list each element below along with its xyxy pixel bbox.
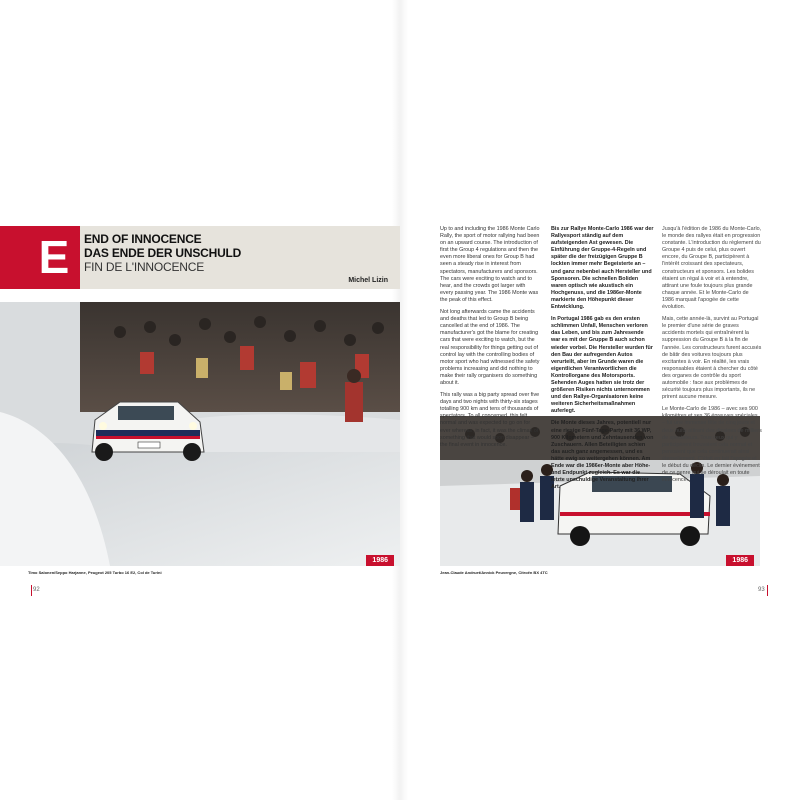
paragraph-fr-2: Mais, cette année-là, survint au Portugal le premier d'une série de graves accidents mortels qui entraînèrent la suppression du Groupe B à la fin de l'année. Les constructeurs furent accusés de bâtir des voitures toujours plus excitantes à voir. En réalité, les vrais responsables étaient à chercher du côté des organes de contrôle du sport automobile : face aux problèmes de sécurité toujours plus importants, ils ne prirent aucune mesure. — [662, 316, 762, 401]
chapter-accent-bar — [0, 226, 28, 289]
photo-caption-right: Jean-Claude Andruet/Annick Peuvergne, Citroën BX 4TC — [440, 570, 548, 575]
paragraph-de-1: Bis zur Rallye Monte-Carlo 1986 war der Rallyesport ständig auf dem aufsteigenden Ast gewesen. Die Einführung der Gruppe-4-Regeln und später die der freizügigen Gruppe B lockten immer mehr Begeisterte an – und ganz nebenbei auch Hersteller und Sponsoren. Die schnellen Boliden waren optisch wie akustisch ein Hochgenuss, und die 1986er-Monte markierte den Höhepunkt dieser Entwicklung. — [551, 226, 654, 311]
text-column-english — [440, 226, 540, 454]
paragraph-en-1: Up to and including the 1986 Monte Carlo Rally, the sport of motor rallying had been on an upward course. The introduction of first the Group 4 regulations and then the even more liberal ones for Group B had seen a steady rise in interest from spectators, manufacturers and sponsors. The cars were exciting to watch and to hear, and the crowds got larger with every passing year. The 1986 Monte was the peak of this effect. — [440, 226, 540, 303]
chapter-title-en: END OF INNOCENCE — [84, 232, 202, 246]
year-badge-left: 1986 — [366, 555, 394, 566]
text-column-german — [551, 226, 654, 496]
chapter-titles — [84, 232, 241, 274]
year-badge-right: 1986 — [726, 555, 754, 566]
page-number-left: 92 — [33, 587, 40, 593]
paragraph-en-2: Not long afterwards came the accidents and deaths that led to Group B being cancelled at the end of 1986. The manufacturer's got the blame for creating cars that were exciting to watch, but the real responsibility for things getting out of control lay with the controlling bodies of motor sport who had witnessed the safety problems increasing and did nothing to make their rally organisers do something about it. — [440, 309, 540, 386]
chapter-title-fr: FIN DE L'INNOCENCE — [84, 260, 205, 274]
text-column-french — [662, 226, 762, 489]
rally-photo-snow — [0, 302, 400, 566]
rally-photo-snow-image — [0, 302, 400, 566]
paragraph-de-2: In Portugal 1986 gab es den ersten schlimmen Unfall, Menschen verloren das Leben, und bis zum Jahresende war es mit der Gruppe B auch schon wieder vorbei. Die Hersteller wurden für den Bau der aufregenden Autos verurteilt, aber im Grunde waren die eigentlichen Verantwortlichen die Kontrollorgane des Motorsports. Sehenden Auges hatten sie trotz der größeren Risiken nichts unternommen und den Rallye-Organisatoren keine weiteren Sicherheitsmaßnahmen auferlegt. — [551, 316, 653, 415]
chapter-title-band — [28, 226, 400, 289]
chapter-title-de: DAS ENDE DER UNSCHULD — [84, 246, 242, 260]
page-number-marker-left — [31, 585, 32, 596]
paragraph-en-3: This rally was a big party spread over five days and two nights with thirty-six stages totalling 900 km and tens of thousands of spectators. To all concerned, this felt normal and was expected to go on for ever whereas, in fact, it was the climax of something that would soon disappear – the final event in innocence. — [440, 392, 540, 448]
paragraph-fr-1: Jusqu'à l'édition de 1986 du Monte-Carlo, le monde des rallyes était en progression constante. L'introduction du règlement du Groupe 4 puis de celui, plus ouvert encore, du Groupe B, participèrent à l'intérêt croissant des spectateurs, constructeurs et sponsors. Les bolides étaient un régal à voir et à entendre, attirant une foule toujours plus grande chaque année. Et le Monte-Carlo de 1986 marquait l'apogée de cette évolution. — [662, 226, 762, 311]
author-name: Michel Lizin — [348, 277, 388, 284]
page-number-marker-right — [767, 585, 768, 596]
chapter-letter: E — [28, 226, 80, 289]
paragraph-de-3: Die Monte dieses Jahres, potentiell nur eine riesige Fünf-Tage-Party mit 36 WP, 900 Kilometern und Zehntausenden von Zuschauern. Allen Beteiligten schien das auch ganz angemessen, und es hätte ewig so weitergehen können. Am Ende war die 1986er-Monte aber Höhe- und Endpunkt zugleich. Es war die letzte unschuldige Veranstaltung ihrer Art. — [551, 420, 654, 491]
paragraph-fr-3: Le Monte-Carlo de 1986 – avec ses 900 kilomètres et ses 36 épreuves spéciales – fut une immense fête de cinq jours et deux nuits attirant des dizaines de milliers de spectateurs. Tous ceux qui y participèrent trouvaient cela normal et pensaient que cela continuerait ainsi éternellement. C'était en fait l'apogée et le début du déclin. Le dernier événement de ce genre qui se déroulait en toute innocence. — [662, 406, 762, 484]
photo-caption-left: Timo Salonen/Seppo Harjanne, Peugeot 205 Turbo 16 E2, Col de Turini — [28, 570, 162, 575]
page-number-right: 93 — [758, 587, 765, 593]
